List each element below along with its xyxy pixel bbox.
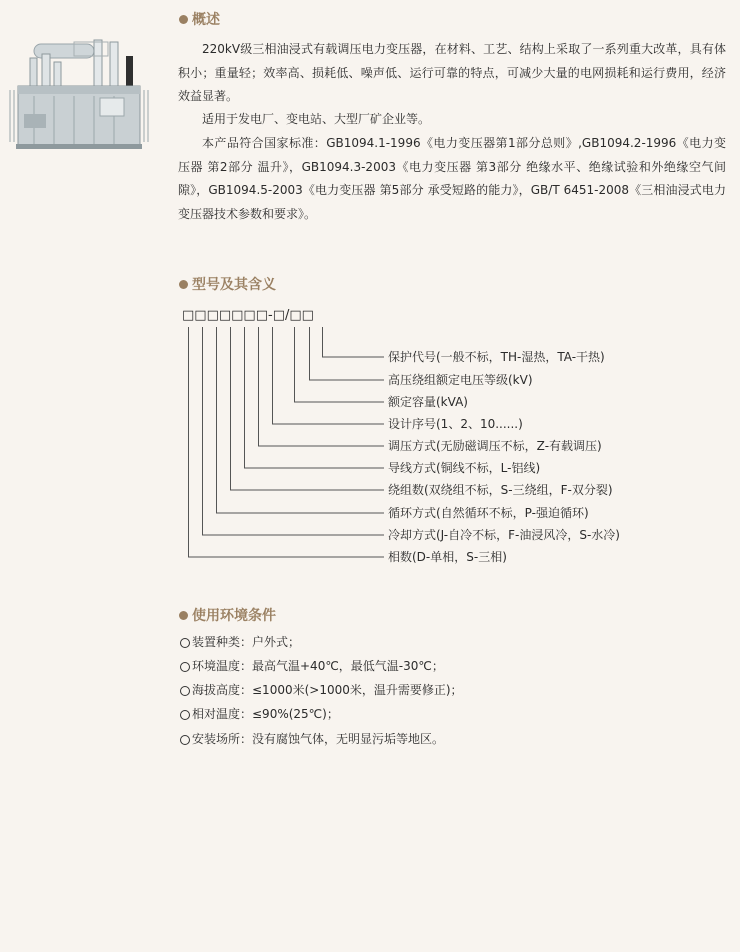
legend-circulation: 循环方式(自然循环不标，P-强迫循环) (388, 506, 589, 520)
overview-paragraph-1: 220kV级三相油浸式有载调压电力变压器，在材料、工艺、结构上采取了一系列重大改革，具有体积小；重量轻；效率高、损耗低、噪声低、运行可靠的特点，可减少大量的电网损耗和运行费用，经济效益显著。 (178, 42, 726, 103)
overview-paragraph-3: 本产品符合国家标准：GB1094.1-1996《电力变压器第1部分总则》,GB1094.2-1996《电力变压器 第2部分 温升》，GB1094.3-2003《电力变压器 第3部分 绝缘水平、绝缘试验和外绝缘空气间隙》，GB1094.5-2003《电力变压器 第5部分 承受短路的能力》，GB/T 6451-2008《三相油浸式电力变压器技术参数和要求》。 (178, 136, 726, 221)
legend-protection-code: 保护代号(一般不标，TH-湿热，TA-干热) (388, 350, 605, 364)
conditions-heading-text: 使用环境条件 (192, 608, 276, 624)
model-pattern-slash: / (284, 308, 290, 323)
condition-text: 海拔高度：≤1000米(>1000米，温升需要修正)； (192, 683, 463, 697)
legend-voltage-regulation: 调压方式(无励磁调压不标，Z-有载调压) (388, 439, 602, 453)
circle-bullet-icon (180, 662, 190, 672)
model-heading-text: 型号及其含义 (192, 277, 276, 293)
legend-phases: 相数(D-单相，S-三相) (388, 550, 507, 564)
model-pattern-tail: □□ (289, 308, 314, 323)
legend-hv-voltage: 高压绕组额定电压等级(kV) (388, 373, 533, 387)
condition-text: 相对温度：≤90%(25℃)； (192, 707, 339, 721)
condition-text: 环境温度：最高气温+40℃，最低气温-30℃； (192, 659, 444, 673)
condition-item (180, 731, 444, 747)
condition-item (180, 658, 444, 674)
overview-paragraph-2: 适用于发电厂、变电站、大型厂矿企业等。 (202, 112, 431, 126)
legend-windings: 绕组数(双绕组不标，S-三绕组，F-双分裂) (388, 483, 613, 497)
circle-bullet-icon (180, 638, 190, 648)
condition-text: 安装场所：没有腐蚀气体，无明显污垢等地区。 (192, 732, 445, 746)
conditions-heading (179, 605, 276, 625)
circle-bullet-icon (180, 710, 190, 720)
condition-item (180, 706, 339, 722)
legend-rated-capacity: 额定容量(kVA) (388, 395, 468, 409)
model-pattern-dash: - (267, 308, 273, 323)
bullet-icon (179, 611, 188, 620)
model-pattern-mid: □ (272, 308, 285, 323)
condition-item (180, 682, 463, 698)
circle-bullet-icon (180, 735, 190, 745)
overview-heading-text: 概述 (192, 12, 220, 28)
legend-cooling: 冷却方式(J-自冷不标，F-油浸风冷，S-水冷) (388, 528, 620, 542)
circle-bullet-icon (180, 686, 190, 696)
model-pattern-head: □□□□□□□ (182, 308, 268, 323)
condition-item (180, 634, 300, 650)
legend-design-serial: 设计序号(1、2、10......) (388, 417, 523, 431)
condition-text: 装置种类：户外式； (192, 635, 301, 649)
legend-conductor: 导线方式(铜线不标，L-铝线) (388, 461, 541, 475)
